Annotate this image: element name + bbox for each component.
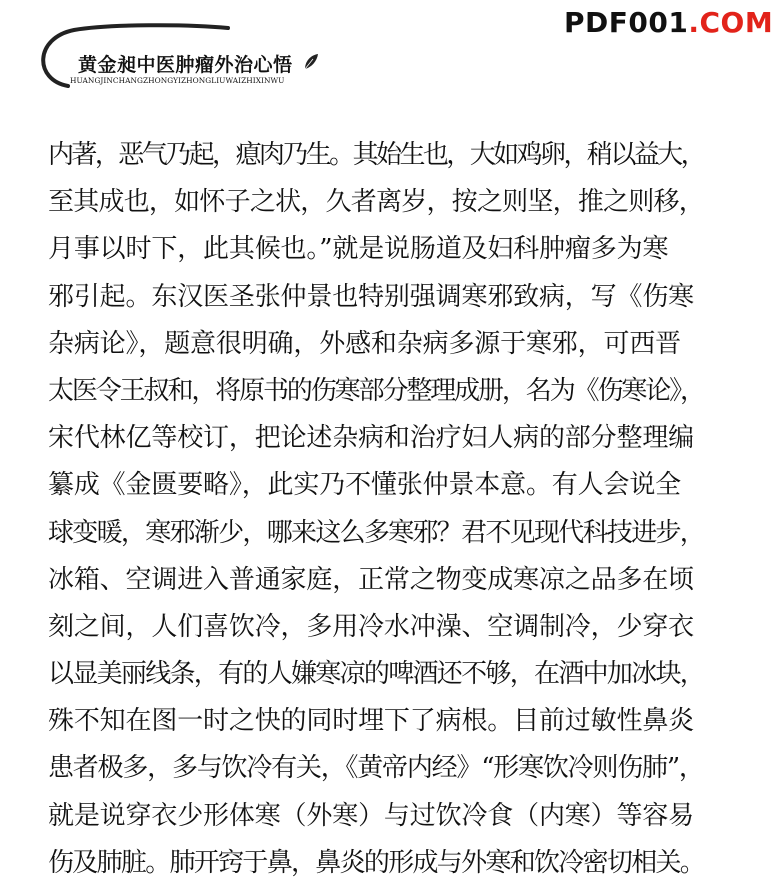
text-line: 至其成也，如怀子之状，久者离岁，按之则坚，推之则移， <box>48 187 704 218</box>
text-line: 月事以时下，此其候也。”就是说肠道及妇科肿瘤多为寒 <box>48 234 669 265</box>
text-line: 冰箱、空调进入普通家庭，正常之物变成寒凉之品多在顷 <box>48 564 695 595</box>
text-line: 宋代林亿等校订，把论述杂病和治疗妇人病的部分整理编 <box>48 423 695 454</box>
text-line: 邪引起。东汉医圣张仲景也特别强调寒邪致病，写《伤寒 <box>48 281 695 312</box>
watermark-part1: PDF001 <box>564 6 689 39</box>
text-line: 球变暖，寒邪渐少，哪来这么多寒邪？君不见现代科技进步， <box>48 517 705 548</box>
book-title: 黄金昶中医肿瘤外治心悟 <box>78 54 293 76</box>
text-line: 伤及肺脏。肺开窍于鼻，鼻炎的形成与外寒和饮冷密切相关。 <box>48 847 705 878</box>
text-line: 以显美丽线条，有的人嫌寒凉的啤酒还不够，在酒中加冰块， <box>48 659 705 690</box>
text-line: 太医令王叔和，将原书的伤寒部分整理成册，名为《伤寒论》， <box>48 375 704 406</box>
text-line: 刻之间，人们喜饮冷，多用冷水冲澡、空调制冷，少穿衣 <box>48 611 695 642</box>
watermark <box>564 6 773 39</box>
watermark-part2: .COM <box>688 6 773 39</box>
book-title-pinyin: HUANGJINCHANGZHONGYIZHONGLIUWAIZHIXINWU <box>70 76 285 85</box>
text-line: 内著，恶气乃起，瘜肉乃生。其始生也，大如鸡卵，稍以益大， <box>48 140 705 170</box>
body-paragraph <box>48 132 708 887</box>
text-line: 就是说穿衣少形体寒（外寒）与过饮冷食（内寒）等容易 <box>48 800 695 831</box>
running-header <box>28 20 328 112</box>
text-line: 纂成《金匮要略》，此实乃不懂张仲景本意。有人会说全 <box>48 470 682 501</box>
leaf-icon <box>303 53 319 71</box>
text-line: 殊不知在图一时之快的同时埋下了病根。目前过敏性鼻炎 <box>48 706 695 737</box>
text-line: 杂病论》，题意很明确，外感和杂病多源于寒邪，可西晋 <box>48 328 682 359</box>
text-line: 患者极多，多与饮冷有关，《黄帝内经》“形寒饮冷则伤肺”， <box>48 753 704 784</box>
